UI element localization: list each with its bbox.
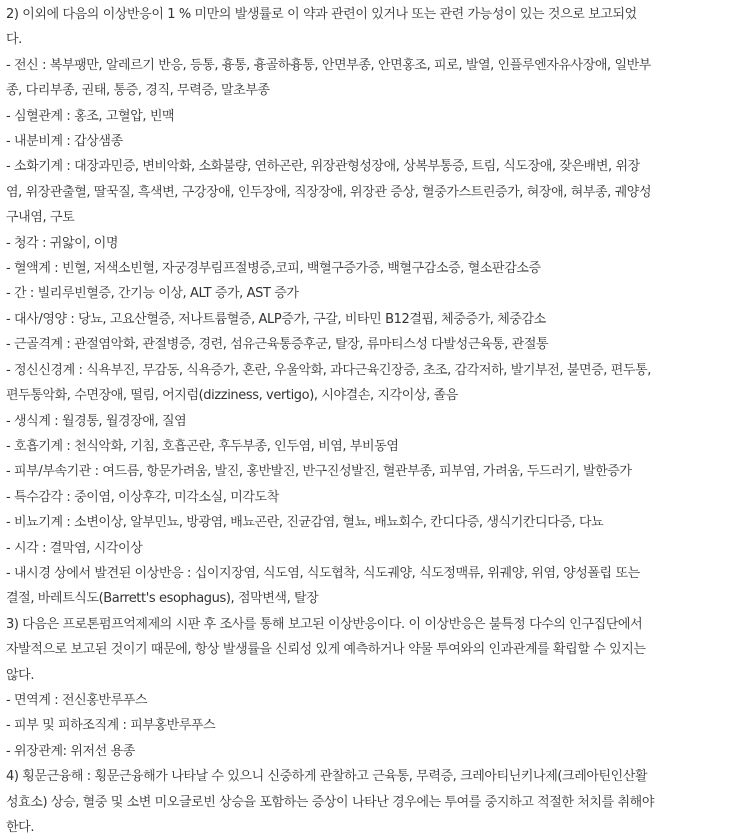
section-2-intro	[6, 2, 732, 53]
text-line: 2) 이외에 다음의 이상반응이 1 % 미만의 발생률로 이 약과 관련이 있거나 또는 관련 가능성이 있는 것으로 보고되었	[6, 7, 637, 22]
list-item-vision	[6, 536, 732, 561]
text-line: 종, 다리부종, 권태, 통증, 경직, 무력증, 말초부종	[6, 83, 270, 99]
text-line: - 생식계 : 월경통, 월경장애, 질염	[6, 413, 187, 429]
text-line: - 비뇨기계 : 소변이상, 알부민뇨, 방광염, 배뇨곤란, 진균감염, 혈뇨, 배뇨회수, 칸디다증, 생식기칸디다증, 다뇨	[6, 515, 604, 531]
text-line: - 간 : 빌리루빈혈증, 간기능 이상, ALT 증가, AST 증가	[6, 286, 299, 302]
text-line: 편두통악화, 수면장애, 떨림, 어지럼(dizziness, vertigo), 시야결손, 지각이상, 졸음	[6, 388, 458, 404]
text-line: - 심혈관계 : 홍조, 고혈압, 빈맥	[6, 108, 175, 124]
list-item-digestive	[6, 154, 732, 230]
text-line: 다.	[6, 32, 22, 48]
text-line: 성효소) 상승, 혈중 및 소변 미오글로빈 상승을 포함하는 증상이 나타난 경우에는 투여를 중지하고 적절한 처치를 취해야	[6, 794, 654, 810]
text-line: - 정신신경계 : 식욕부진, 무감동, 식욕증가, 혼란, 우울악화, 과다근육긴장증, 초조, 감각저하, 발기부전, 불면증, 편두통,	[6, 362, 651, 378]
text-line: - 전신 : 복부팽만, 알레르기 반응, 등통, 흉통, 흉골하흉통, 안면부종, 안면홍조, 피로, 발열, 인플루엔자유사장애, 일반부	[6, 57, 651, 73]
list-item-immune	[6, 688, 732, 713]
text-line: - 내분비계 : 갑상샘종	[6, 134, 123, 150]
text-line: 결절, 바레트식도(Barrett's esophagus), 점막변색, 탈장	[6, 591, 319, 607]
text-line: - 위장관계: 위저선 용종	[6, 743, 135, 759]
section-3-intro	[6, 612, 732, 688]
list-item-reproductive	[6, 409, 732, 434]
text-line: - 시각 : 결막염, 시각이상	[6, 540, 143, 556]
list-item-liver	[6, 281, 732, 306]
text-line: 4) 횡문근융해 : 횡문근융해가 나타날 수 있으니 신중하게 관찰하고 근육통, 무력증, 크레아티닌키나제(크레아틴인산활	[6, 769, 648, 785]
text-line: - 혈액계 : 빈혈, 저색소빈혈, 자궁경부림프절병증,코피, 백혈구증가증, 백혈구감소증, 혈소판감소증	[6, 261, 541, 277]
text-line: - 내시경 상에서 발견된 이상반응 : 십이지장염, 식도염, 식도협착, 식도궤양, 식도정맥류, 위궤양, 위염, 양성폴립 또는	[6, 565, 640, 581]
list-item-neuropsychiatric	[6, 358, 732, 409]
text-line: - 청각 : 귀앓이, 이명	[6, 235, 119, 251]
list-item-gastrointestinal	[6, 739, 732, 764]
text-line: 구내염, 구토	[6, 210, 75, 226]
list-item-blood	[6, 256, 732, 281]
list-item-special-senses	[6, 485, 732, 510]
text-line: - 피부/부속기관 : 여드름, 항문가려움, 발진, 홍반발진, 반구진성발진, 혈관부종, 피부염, 가려움, 두드러기, 발한증가	[6, 464, 632, 480]
section-4-rhabdomyolysis	[6, 764, 732, 840]
text-line: - 근골격계 : 관절염악화, 관절병증, 경련, 섬유근육통증후군, 탈장, 류마티스성 다발성근육통, 관절통	[6, 337, 549, 353]
text-line: 않다.	[6, 667, 35, 683]
text-line: - 피부 및 피하조직계 : 피부홍반루푸스	[6, 718, 216, 734]
list-item-respiratory	[6, 434, 732, 459]
list-item-musculoskeletal	[6, 332, 732, 357]
text-line: 한다.	[6, 820, 35, 835]
list-item-skin-subcutaneous	[6, 713, 732, 738]
list-item-endocrine	[6, 129, 732, 154]
text-line: - 면역계 : 전신홍반루푸스	[6, 692, 148, 708]
text-line: - 소화기계 : 대장과민증, 변비악화, 소화불량, 연하곤란, 위장관형성장애, 상복부통증, 트림, 식도장애, 잦은배변, 위장	[6, 159, 640, 175]
text-line: 3) 다음은 프로톤펌프억제제의 시판 후 조사를 통해 보고된 이상반응이다. 이 이상반응은 불특정 다수의 인구집단에서	[6, 616, 643, 632]
list-item-general	[6, 53, 732, 104]
text-line: - 대사/영양 : 당뇨, 고요산혈증, 저나트륨혈증, ALP증가, 구갈, 비타민 B12결핍, 체중증가, 체중감소	[6, 311, 546, 327]
list-item-skin	[6, 459, 732, 484]
text-line: 자발적으로 보고된 것이기 때문에, 항상 발생률을 신뢰성 있게 예측하거나 약물 투여와의 인과관계를 확립할 수 있지는	[6, 642, 646, 658]
list-item-endoscopic	[6, 561, 732, 612]
list-item-hearing	[6, 231, 732, 256]
list-item-urinary	[6, 510, 732, 535]
text-line: 염, 위장관출혈, 딸꾹질, 흑색변, 구강장애, 인두장애, 직장장애, 위장관 증상, 혈중가스트린증가, 혀장애, 혀부종, 궤양성	[6, 184, 652, 200]
list-item-metabolism	[6, 307, 732, 332]
list-item-cardiovascular	[6, 104, 732, 129]
text-line: - 호흡기계 : 천식악화, 기침, 호흡곤란, 후두부종, 인두염, 비염, 부비동염	[6, 438, 399, 454]
text-line: - 특수감각 : 중이염, 이상후각, 미각소실, 미각도착	[6, 489, 279, 505]
